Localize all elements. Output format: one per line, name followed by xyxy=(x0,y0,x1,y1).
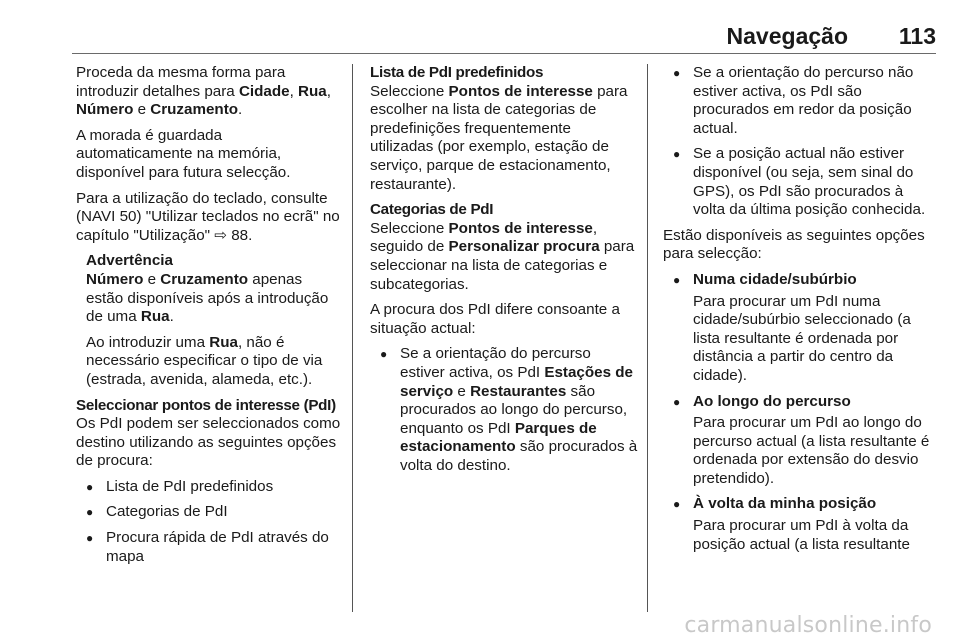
option-along-route-text: Para procurar um PdI ao longo do percurso actual (a lista resultante é ordenada por extensão do desvio pretendido). xyxy=(693,414,930,487)
watermark: carmanualsonline.info xyxy=(684,613,932,638)
column-divider-2 xyxy=(647,64,648,612)
column-2 xyxy=(370,64,638,482)
section-poi-text: Os PdI podem ser seleccionados como destino utilizando as seguintes opções de procura: xyxy=(76,415,341,470)
selection-options-list xyxy=(663,271,931,290)
note-paragraph-1: Número e Cruzamento apenas estão disponíveis após a introdução de uma Rua. xyxy=(86,270,329,326)
list-item: ● Lista de PdI predefinidos xyxy=(76,478,342,497)
column-divider-1 xyxy=(352,64,353,612)
option-around-position-text: Para procurar um PdI à volta da posição actual (a lista resultante xyxy=(693,517,910,553)
arrow-icon: ⇨ xyxy=(214,226,227,244)
column-1 xyxy=(76,64,342,573)
option-in-city: ● Numa cidade/subúrbio xyxy=(663,271,931,290)
column-3 xyxy=(663,64,931,561)
paragraph-keyboard: Para a utilização do teclado, consulte (NAVI 50) "Utilizar teclados no ecrã" no capítulo "Utilização" ⇨ 88. xyxy=(76,189,340,244)
note-title: Advertência xyxy=(86,252,173,270)
paragraph-details: Proceda da mesma forma para introduzir detalhes para Cidade, Rua, Número e Cruzamento. xyxy=(76,64,331,119)
page-header xyxy=(0,0,960,56)
warning-note xyxy=(86,252,342,389)
page-number: 113 xyxy=(898,23,936,49)
option-along-route: ● Ao longo do percurso xyxy=(663,393,931,412)
option-in-city-text: Para procurar um PdI numa cidade/subúrbio seleccionado (a lista resultante é ordenada por distância a partir do centro da cidade). xyxy=(693,292,911,384)
paragraph-predefined: Seleccione Pontos de interesse para escolher na lista de categorias de predefinições frequentemente utilizadas (por exemplo, estação de serviço, parque de estacionamento, restaurante). xyxy=(370,82,628,193)
page-title: Navegação xyxy=(726,23,848,49)
search-options-list xyxy=(76,478,342,566)
section-poi-title: Seleccionar pontos de interesse (PdI) xyxy=(76,396,336,414)
paragraph-options-available: Estão disponíveis as seguintes opções para selecção: xyxy=(663,226,925,263)
situation-list xyxy=(370,345,638,475)
list-item: ● Categorias de PdI xyxy=(76,503,342,522)
list-item: ● Procura rápida de PdI através do mapa xyxy=(76,529,342,566)
list-item: ● Se a posição actual não estiver disponível (ou seja, sem sinal do GPS), os PdI são procurados à volta da última posição conhecida. xyxy=(663,145,931,219)
list-item: ● Se a orientação do percurso não estiver activa, os PdI são procurados em redor da posição actual. xyxy=(663,64,931,138)
heading-categories: Categorias de PdI xyxy=(370,201,494,219)
paragraph-categories: Seleccione Pontos de interesse, seguido de Personalizar procura para seleccionar na lista de categorias e subcategorias. xyxy=(370,219,635,293)
list-item: ● Se a orientação do percurso estiver activa, os PdI Estações de serviço e Restaurantes são procurados ao longo do percurso, enquanto os PdI Parques de estacionamento são procurados à volta do destino. xyxy=(370,345,638,475)
situation-list-continued xyxy=(663,64,931,220)
option-around-position: ● À volta da minha posição xyxy=(663,495,931,514)
selection-options-list-2 xyxy=(663,393,931,412)
note-paragraph-2: Ao introduzir uma Rua, não é necessário especificar o tipo de via (estrada, avenida, alameda, etc.). xyxy=(86,333,323,388)
selection-options-list-3 xyxy=(663,495,931,514)
paragraph-search-differs: A procura dos PdI difere consoante a situação actual: xyxy=(370,301,620,337)
paragraph-memory: A morada é guardada automaticamente na memória, disponível para futura selecção. xyxy=(76,126,291,181)
header-rule xyxy=(72,53,936,54)
heading-predefined-list: Lista de PdI predefinidos xyxy=(370,64,544,81)
